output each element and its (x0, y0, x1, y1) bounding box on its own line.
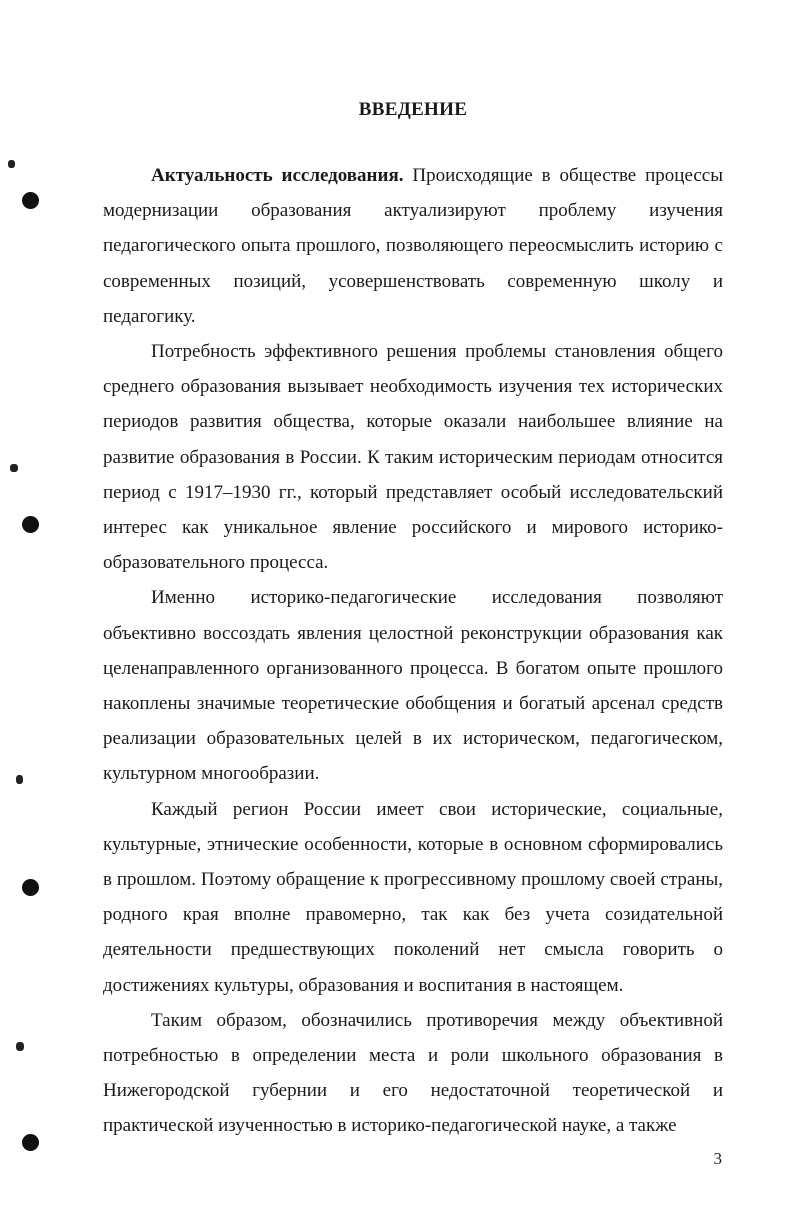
paragraph: Таким образом, обозначились противоречия между объективной потребностью в определении места и роли школьного образования в Нижегородской губернии и его недостаточной теоретической и практической изученностью в историко-педагогической науке, а также (103, 1009, 723, 1137)
paragraph-text: Происходящие в обществе процессы модернизации образования актуализируют проблему изучения педагогического опыта прошлого, позволяющего переосмыслить историю с современных позиций, усовершенствовать современную школу и педагогику. (103, 165, 723, 327)
paragraph: Каждый регион России имеет свои исторические, социальные, культурные, этнические особенности, которые в основном сформировались в прошлом. Поэтому обращение к прогрессивному прошлому своей страны, родного края вполне правомерно, так как без учета созидательной деятельности предшествующих поколений нет смысла говорить о достижениях культуры, образования и воспитания в настоящем. (103, 798, 723, 996)
body-text (103, 158, 723, 1144)
paragraph: Именно историко-педагогические исследования позволяют объективно воссоздать явления целостной реконструкции образования как целенаправленного организованного процесса. В богатом опыте прошлого накоплены значимые теоретические обобщения и богатый арсенал средств реализации образовательных целей в их историческом, педагогическом, культурном многообразии. (103, 587, 723, 785)
page-title: ВВЕДЕНИЕ (358, 99, 468, 120)
binding-hole (22, 516, 39, 533)
scan-speck (16, 775, 23, 784)
binding-hole (22, 192, 39, 209)
scan-speck (8, 160, 15, 168)
page-number: 3 (713, 1149, 722, 1168)
paragraph (103, 158, 723, 334)
scan-speck (10, 464, 18, 472)
binding-hole (22, 1134, 39, 1151)
binding-hole (22, 879, 39, 896)
paragraph-lead: Актуальность исследования. (151, 165, 404, 186)
scan-speck (16, 1042, 24, 1051)
paragraph: Потребность эффективного решения проблемы становления общего среднего образования вызывает необходимость изучения тех исторических периодов развития общества, которые оказали наибольшее влияние на развитие образования в России. К таким историческим периодам относится период с 1917–1930 гг., который представляет особый исследовательский интерес как уникальное явление российского и мирового историко-образовательного процесса. (103, 341, 723, 574)
